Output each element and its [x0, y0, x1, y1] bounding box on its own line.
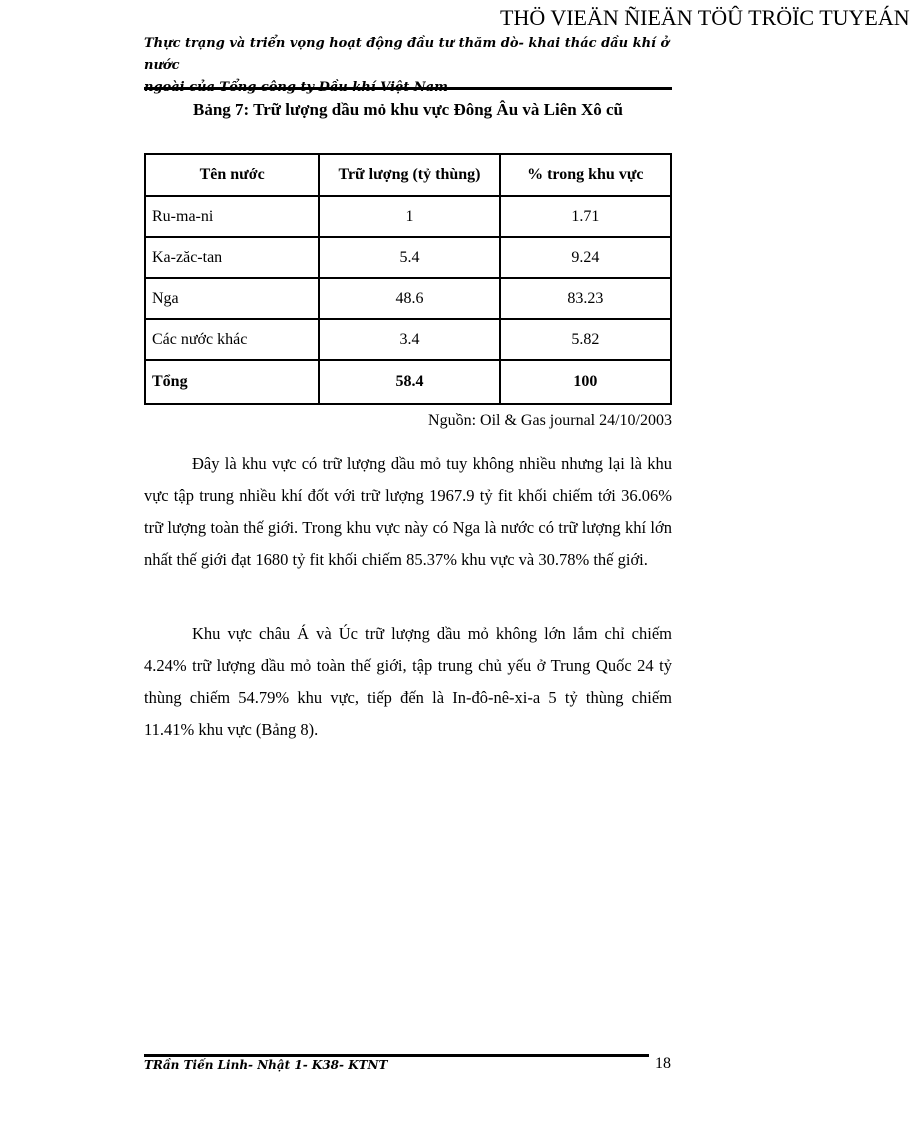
table-row	[145, 237, 671, 278]
total-percent: 100	[500, 360, 671, 404]
paragraph-1: Đây là khu vực có trữ lượng dầu mỏ tuy không nhiều nhưng lại là khu vực tập trung nhiều khí đốt với trữ lượng 1967.9 tỷ fit khối chiếm tới 36.06% trữ lượng toàn thế giới. Trong khu vực này có Nga là nước có trữ lượng khí lớn nhất thế giới đạt 1680 tỷ fit khối chiếm 85.37% khu vực và 30.78% thế giới.	[144, 454, 672, 569]
header-rule	[144, 87, 672, 90]
reserve-cell: 3.4	[319, 319, 499, 360]
header-line-1: Thực trạng và triển vọng hoạt động đầu tư thăm dò- khai thác dầu khí ở nước	[144, 36, 670, 73]
reserve-cell: 1	[319, 196, 499, 237]
table-row	[145, 196, 671, 237]
footer-author: TRần Tiến Linh- Nhật 1- K38- KTNT	[144, 1058, 388, 1072]
country-cell: Ka-zăc-tan	[145, 237, 319, 278]
column-header: Trữ lượng (tỷ thùng)	[319, 154, 499, 196]
table-total-row	[145, 360, 671, 404]
table-title: Bảng 7: Trữ lượng dầu mỏ khu vực Đông Âu và Liên Xô cũ	[193, 100, 623, 119]
total-reserve: 58.4	[319, 360, 499, 404]
reserve-cell: 5.4	[319, 237, 499, 278]
percent-cell: 83.23	[500, 278, 671, 319]
column-header: Tên nước	[145, 154, 319, 196]
percent-cell: 9.24	[500, 237, 671, 278]
table-source: Nguồn: Oil & Gas journal 24/10/2003	[428, 412, 672, 429]
percent-cell: 5.82	[500, 319, 671, 360]
table-row	[145, 319, 671, 360]
percent-cell: 1.71	[500, 196, 671, 237]
table-row	[145, 278, 671, 319]
country-cell: Nga	[145, 278, 319, 319]
column-header: % trong khu vực	[500, 154, 671, 196]
paragraph-2: Khu vực châu Á và Úc trữ lượng dầu mỏ không lớn lắm chỉ chiếm 4.24% trữ lượng dầu mỏ toàn thế giới, tập trung chủ yếu ở Trung Quốc 24 tỷ thùng chiếm 54.79% khu vực, tiếp đến là In-đô-nê-xi-a 5 tỷ thùng chiếm 11.41% khu vực (Bảng 8).	[144, 624, 672, 739]
reserves-table	[144, 153, 672, 405]
footer-rule	[144, 1054, 649, 1057]
country-cell: Ru-ma-ni	[145, 196, 319, 237]
reserve-cell: 48.6	[319, 278, 499, 319]
total-label: Tổng	[145, 360, 319, 404]
watermark: THÖ VIEÄN ÑIEÄN TÖÛ TRÖÏC TUYEÁN	[500, 5, 910, 30]
table-header-row	[145, 154, 671, 196]
country-cell: Các nước khác	[145, 319, 319, 360]
page-number: 18	[655, 1055, 671, 1072]
